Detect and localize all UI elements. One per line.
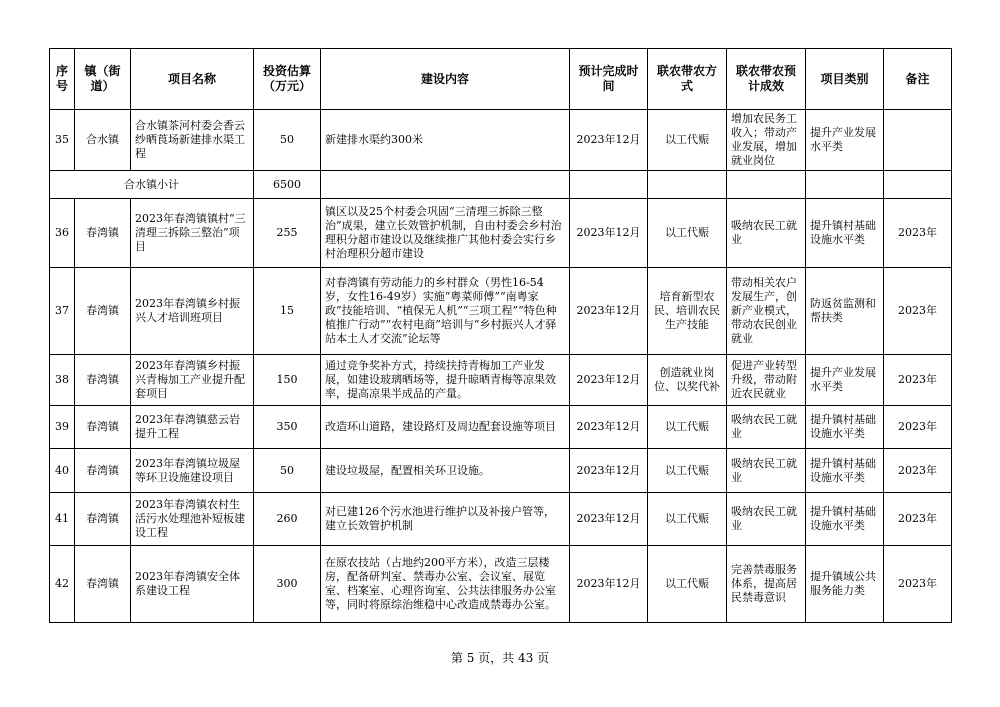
- header-name: 项目名称: [131, 49, 254, 110]
- cell-invest: 150: [254, 355, 321, 406]
- cell-name: 2023年春湾镇乡村振兴人才培训班项目: [131, 268, 254, 355]
- cell-date: 2023年12月: [570, 199, 648, 268]
- cell-note: 2023年: [884, 199, 952, 268]
- cell-method: 创造就业岗位、以奖代补: [648, 355, 727, 406]
- cell-name: 2023年春湾镇安全体系建设工程: [131, 546, 254, 623]
- cell-effect: 吸纳农民工就业: [727, 449, 806, 493]
- cell-note: 2023年: [884, 268, 952, 355]
- cell-invest: 15: [254, 268, 321, 355]
- cell-type: 提升镇村基础设施水平类: [806, 406, 884, 449]
- cell-name: 合水镇茶河村委会香云纱晒莨场新建排水渠工程: [131, 110, 254, 171]
- cell-type: 提升产业发展水平类: [806, 355, 884, 406]
- cell-method: 以工代赈: [648, 406, 727, 449]
- cell-effect: 促进产业转型升级，带动附近农民就业: [727, 355, 806, 406]
- page-footer: 第 5 页，共 43 页: [450, 651, 550, 665]
- table-row: [50, 268, 952, 355]
- cell-town: 春湾镇: [75, 493, 131, 546]
- cell-invest: 350: [254, 406, 321, 449]
- table-row: [50, 449, 952, 493]
- cell-note: 2023年: [884, 449, 952, 493]
- subtotal-label: 合水镇小计: [50, 171, 254, 199]
- header-content: 建设内容: [321, 49, 570, 110]
- header-type: 项目类别: [806, 49, 884, 110]
- cell-invest: 50: [254, 449, 321, 493]
- cell-date: 2023年12月: [570, 449, 648, 493]
- cell-invest: 260: [254, 493, 321, 546]
- cell-type: 提升镇域公共服务能力类: [806, 546, 884, 623]
- cell-content: 镇区以及25个村委会巩固“三清理三拆除三整治”成果，建立长效管护机制，自由村委会乡村治理积分超市建设以及继续推广其他村委会实行乡村治理积分超市建设: [321, 199, 570, 268]
- cell-content: 对春湾镇有劳动能力的乡村群众（男性16-54岁，女性16-49岁）实施“粤菜师傅”“南粤家政”技能培训、“植保无人机”“三项工程”“特色种植推广行动”“农村电商”培训与“乡村振兴人才驿站本土人才交流”论坛等: [321, 268, 570, 355]
- cell-method: 以工代赈: [648, 546, 727, 623]
- cell-effect: 吸纳农民工就业: [727, 199, 806, 268]
- header-date: 预计完成时间: [570, 49, 648, 110]
- cell-date: 2023年12月: [570, 110, 648, 171]
- cell-seq: 35: [50, 110, 75, 171]
- table-row: [50, 493, 952, 546]
- cell-town: 春湾镇: [75, 199, 131, 268]
- cell-type: 提升镇村基础设施水平类: [806, 199, 884, 268]
- header-effect: 联农带农预计成效: [727, 49, 806, 110]
- cell-effect: 吸纳农民工就业: [727, 493, 806, 546]
- header-invest: 投资估算（万元）: [254, 49, 321, 110]
- cell-name: 2023年春湾镇慈云岩提升工程: [131, 406, 254, 449]
- cell-seq: 40: [50, 449, 75, 493]
- subtotal-value: 6500: [254, 171, 321, 199]
- cell-seq: 36: [50, 199, 75, 268]
- cell-name: 2023年春湾镇乡村振兴青梅加工产业提升配套项目: [131, 355, 254, 406]
- header-row: [50, 49, 952, 110]
- cell-town: 春湾镇: [75, 406, 131, 449]
- table-row: [50, 406, 952, 449]
- cell-content: 对已建126个污水池进行维护以及补接户管等，建立长效管护机制: [321, 493, 570, 546]
- cell-name: 2023年春湾镇农村生活污水处理池补短板建设工程: [131, 493, 254, 546]
- cell-seq: 41: [50, 493, 75, 546]
- cell-note: 2023年: [884, 546, 952, 623]
- cell-town: 合水镇: [75, 110, 131, 171]
- cell-content: 新建排水渠约300米: [321, 110, 570, 171]
- cell-content: 通过竞争奖补方式，持续扶持青梅加工产业发展，如建设玻璃晒场等，提升晾晒青梅等凉果效率，提高凉果半成品的产量。: [321, 355, 570, 406]
- cell-note: 2023年: [884, 406, 952, 449]
- cell-type: 提升产业发展水平类: [806, 110, 884, 171]
- cell-type: 防返贫监测和帮扶类: [806, 268, 884, 355]
- cell-seq: 38: [50, 355, 75, 406]
- cell-name: 2023年春湾镇垃圾屋等环卫设施建设项目: [131, 449, 254, 493]
- cell-town: 春湾镇: [75, 546, 131, 623]
- header-seq: 序号: [50, 49, 75, 110]
- subtotal-row: [50, 171, 952, 199]
- cell-town: 春湾镇: [75, 268, 131, 355]
- cell-content: 改造环山道路，建设路灯及周边配套设施等项目: [321, 406, 570, 449]
- cell-date: 2023年12月: [570, 355, 648, 406]
- table-row: [50, 199, 952, 268]
- cell-seq: 39: [50, 406, 75, 449]
- cell-date: 2023年12月: [570, 268, 648, 355]
- cell-note: [884, 110, 952, 171]
- cell-effect: 完善禁毒服务体系，提高居民禁毒意识: [727, 546, 806, 623]
- cell-date: 2023年12月: [570, 493, 648, 546]
- table-row: [50, 110, 952, 171]
- cell-name: 2023年春湾镇镇村“三清理三拆除三整治”项目: [131, 199, 254, 268]
- cell-method: 以工代赈: [648, 493, 727, 546]
- cell-invest: 50: [254, 110, 321, 171]
- table-row: [50, 546, 952, 623]
- cell-effect: 增加农民务工收入；带动产业发展，增加就业岗位: [727, 110, 806, 171]
- cell-invest: 300: [254, 546, 321, 623]
- header-town: 镇（街道）: [75, 49, 131, 110]
- project-table: [49, 48, 952, 623]
- cell-method: 培育新型农民、培训农民生产技能: [648, 268, 727, 355]
- cell-seq: 42: [50, 546, 75, 623]
- cell-date: 2023年12月: [570, 546, 648, 623]
- cell-content: 在原农技站（占地约200平方米），改造三层楼房，配备研判室、禁毒办公室、会议室、展览室、档案室、心理咨询室、公共法律服务办公室等，同时将原综治维稳中心改造成禁毒办公室。: [321, 546, 570, 623]
- cell-date: 2023年12月: [570, 406, 648, 449]
- cell-note: 2023年: [884, 493, 952, 546]
- cell-method: 以工代赈: [648, 199, 727, 268]
- cell-method: 以工代赈: [648, 110, 727, 171]
- cell-town: 春湾镇: [75, 449, 131, 493]
- cell-type: 提升镇村基础设施水平类: [806, 449, 884, 493]
- cell-type: 提升镇村基础设施水平类: [806, 493, 884, 546]
- header-note: 备注: [884, 49, 952, 110]
- cell-effect: 吸纳农民工就业: [727, 406, 806, 449]
- table-row: [50, 355, 952, 406]
- cell-method: 以工代赈: [648, 449, 727, 493]
- cell-note: 2023年: [884, 355, 952, 406]
- cell-town: 春湾镇: [75, 355, 131, 406]
- cell-invest: 255: [254, 199, 321, 268]
- cell-seq: 37: [50, 268, 75, 355]
- header-method: 联农带农方式: [648, 49, 727, 110]
- cell-content: 建设垃圾屋，配置相关环卫设施。: [321, 449, 570, 493]
- cell-effect: 带动相关农户发展生产，创新产业模式，带动农民创业就业: [727, 268, 806, 355]
